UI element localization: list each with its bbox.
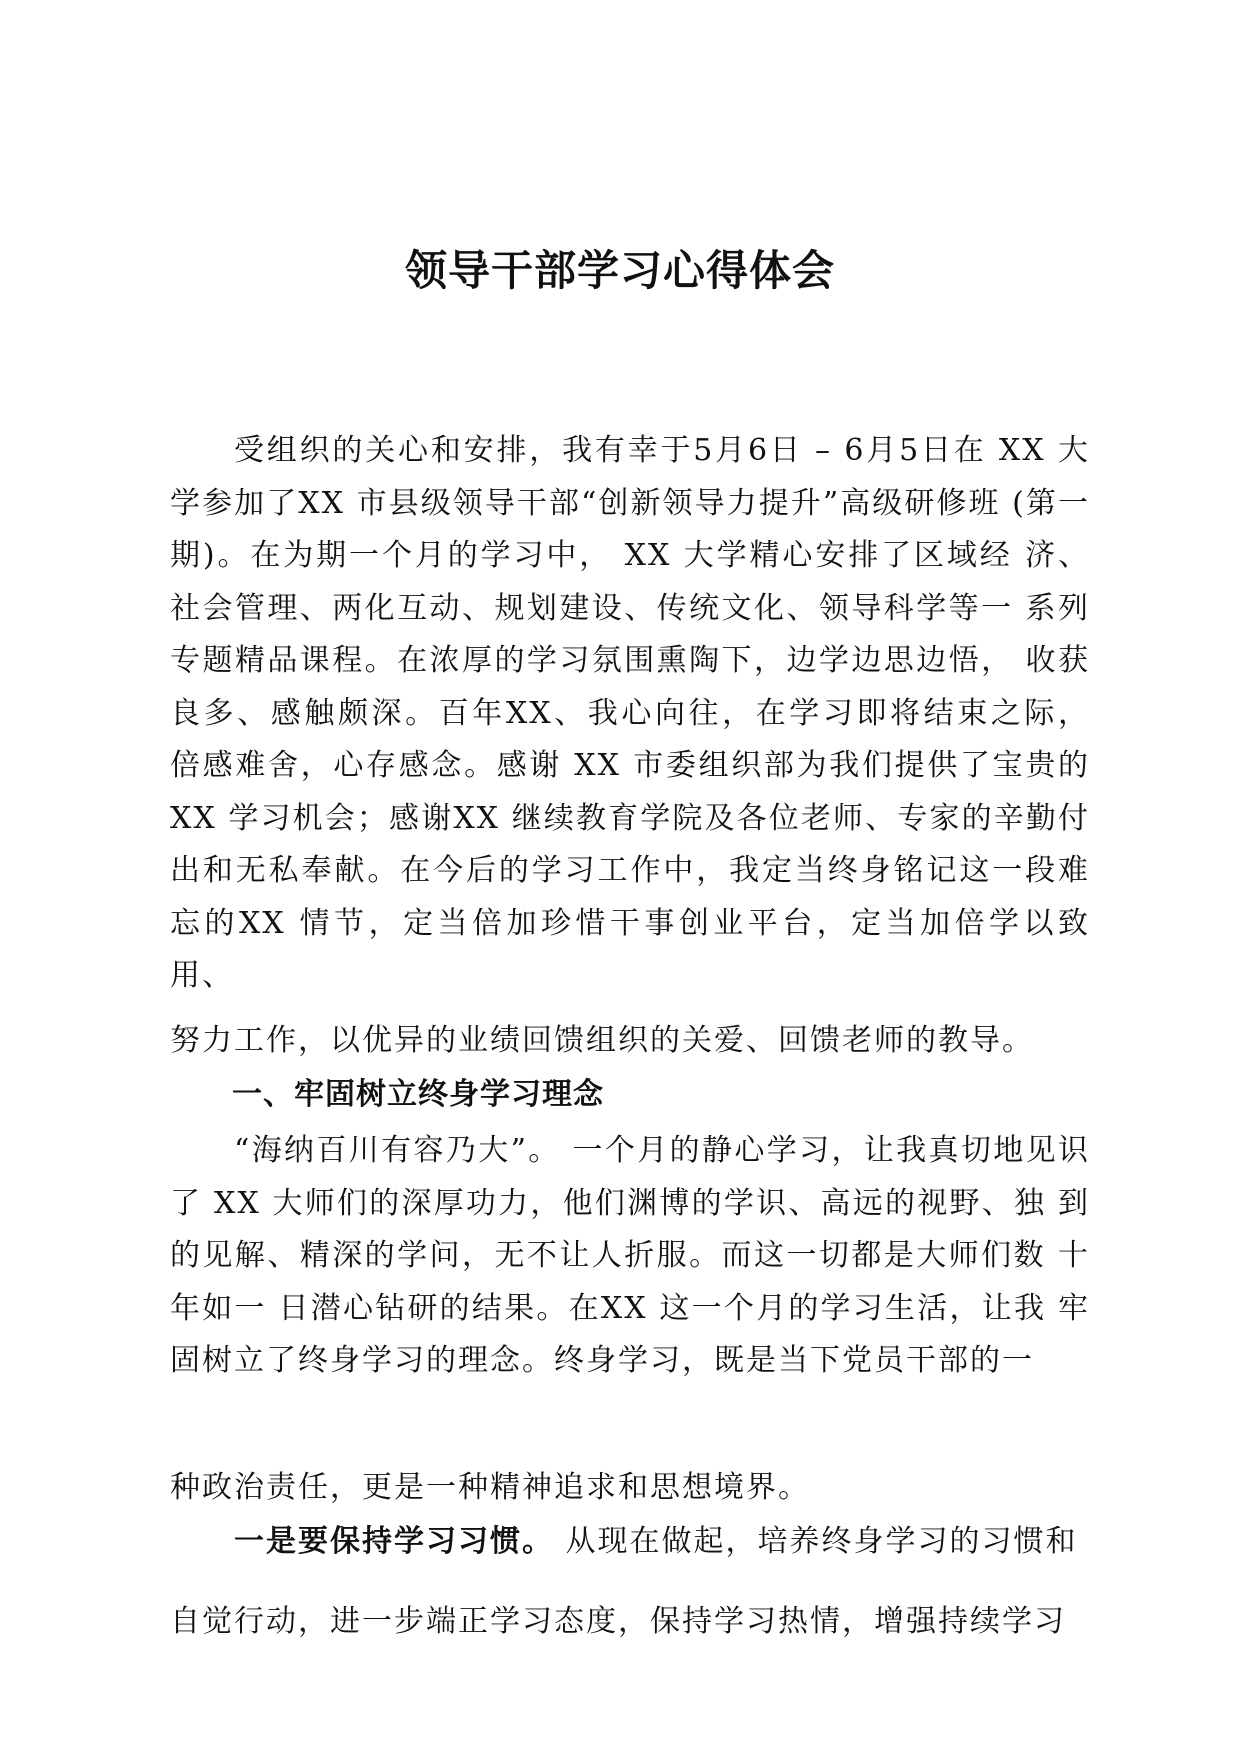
document-title: 领导干部学习心得体会 (404, 246, 835, 295)
body-paragraph-2: 努力工作，以优异的业绩回馈组织的关爱、回馈老师的教导。 (170, 1023, 1034, 1058)
body-paragraph-4: 种政治责任，更是一种精神追求和思想境界。 (170, 1470, 810, 1505)
paragraph-5-rest: 从现在做起，培养终身学习的习惯和 (554, 1524, 1078, 1559)
section-heading-1: 一、牢固树立终身学习理念 (232, 1077, 604, 1112)
body-paragraph-5 (170, 1516, 1090, 1569)
body-paragraph-6: 自觉行动，进一步端正学习态度，保持学习热情，增强持续学习 (170, 1604, 1066, 1639)
body-paragraph-3: “海纳百川有容乃大”。 一个月的静心学习，让我真切地见识了 XX 大师们的深厚功力，他们渊博的学识、高远的视野、独 到的见解、精深的学问，无不让人折服。而这一切都是大师们数 十年如一 日潜心钻研的结果。在XX 这一个月的学习生活，让我 牢固树立了终身学习的理念。终身学习，既是当下党员干部的一 (170, 1133, 1090, 1378)
body-paragraph-1: 受组织的关心和安排，我有幸于5月6日 – 6月5日在 XX 大学参加了XX 市县级领导干部“创新领导力提升”高级研修班 (第一期)。在为期一个月的学习中， XX 大学精心安排了区域经 济、社会管理、两化互动、规划建设、传统文化、领导科学等一 系列专题精品课程。在浓厚的学习氛围熏陶下，边学边思边悟， 收获良多、感触颇深。百年XX、我心向往，在学习即将结束之际， 倍感难舍，心存感念。感谢 XX 市委组织部为我们提供了宝贵的 XX 学习机会；感谢XX 继续教育学院及各位老师、专家的辛勤付 出和无私奉献。在今后的学习工作中，我定当终身铭记这一段难 忘的XX 情节，定当倍加珍惜干事创业平台，定当加倍学以致用、 (170, 433, 1090, 993)
paragraph-5-lead-bold: 一是要保持学习习惯。 (234, 1524, 554, 1559)
